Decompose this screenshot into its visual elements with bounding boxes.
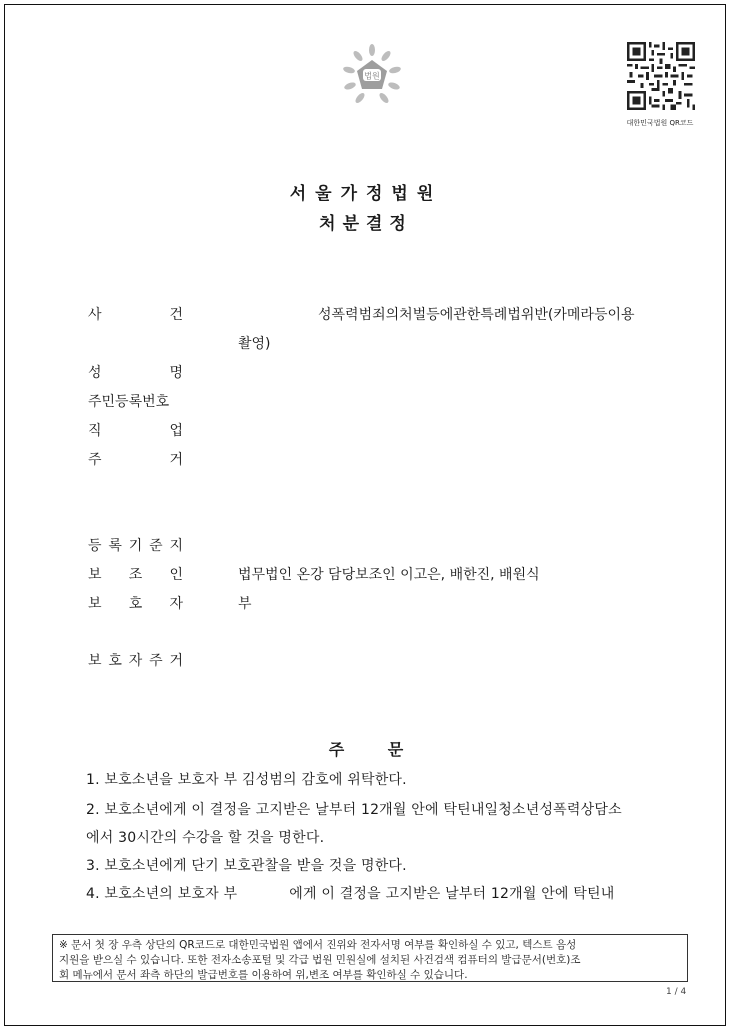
address-label: 주 거 bbox=[88, 452, 183, 468]
case-label: 사 건 bbox=[88, 307, 183, 323]
assistant-value: 법무법인 온강 담당보조인 이고은, 배한진, 배원식 bbox=[238, 567, 540, 583]
court-name: 서울가정법원 bbox=[289, 184, 443, 204]
order-heading: 주 문 bbox=[328, 740, 404, 759]
emblem-text: 법원 bbox=[364, 71, 380, 81]
qr-code-icon bbox=[625, 42, 697, 110]
order-item-2: 2. 보호소년에게 이 결정을 고지받은 날부터 12개월 안에 탁틴내일청소년성폭력상담소 bbox=[86, 802, 622, 818]
case-value: 성폭력범죄의처벌등에관한특례법위반(카메라등이용 bbox=[318, 307, 635, 323]
order-item-2-continued: 에서 30시간의 수강을 할 것을 명한다. bbox=[86, 830, 325, 846]
notice-line-2: 지원을 받으실 수 있습니다. 또한 전자소송포털 및 각급 법원 민원실에 설치된 사건검색 컴퓨터의 발급문서(번호)조 bbox=[59, 954, 581, 966]
court-emblem-icon bbox=[336, 40, 408, 112]
notice-line-1: ※ 문서 첫 장 우측 상단의 QR코드로 대한민국법원 앱에서 진위와 전자서명 여부를 확인하실 수 있고, 텍스트 음성 bbox=[59, 939, 577, 951]
document-title: 처분결정 bbox=[319, 214, 413, 234]
order-item-4 bbox=[86, 883, 614, 903]
registration-label: 등 록 기 준 지 bbox=[88, 538, 183, 554]
guardian-value: 부 bbox=[238, 596, 252, 612]
assistant-label: 보 조 인 bbox=[88, 567, 183, 583]
notice-line-3: 회 메뉴에서 문서 좌측 하단의 발급번호를 이용하여 위,변조 여부를 확인하실 수 있습니다. bbox=[59, 969, 468, 981]
guardian-label: 보 호 자 bbox=[88, 596, 183, 612]
verification-notice bbox=[52, 934, 688, 982]
order-item-3: 3. 보호소년에게 단기 보호관찰을 받을 것을 명한다. bbox=[86, 858, 407, 874]
page-number: 1 / 4 bbox=[666, 987, 687, 997]
order-item-4-part-b: 에게 이 결정을 고지받은 날부터 12개월 안에 탁틴내 bbox=[289, 886, 615, 902]
job-label: 직 업 bbox=[88, 423, 183, 439]
guardian-address-label: 보 호 자 주 거 bbox=[88, 653, 183, 669]
case-value-continued: 촬영) bbox=[238, 336, 271, 352]
order-item-4-part-a: 4. 보호소년의 보호자 부 bbox=[86, 886, 238, 902]
rrn-label: 주민등록번호 bbox=[88, 394, 170, 410]
qr-caption: 대한민국법원 QR코드 bbox=[626, 119, 694, 127]
name-label: 성 명 bbox=[88, 365, 183, 381]
order-item-1: 1. 보호소년을 보호자 부 김성범의 감호에 위탁한다. bbox=[86, 772, 407, 788]
